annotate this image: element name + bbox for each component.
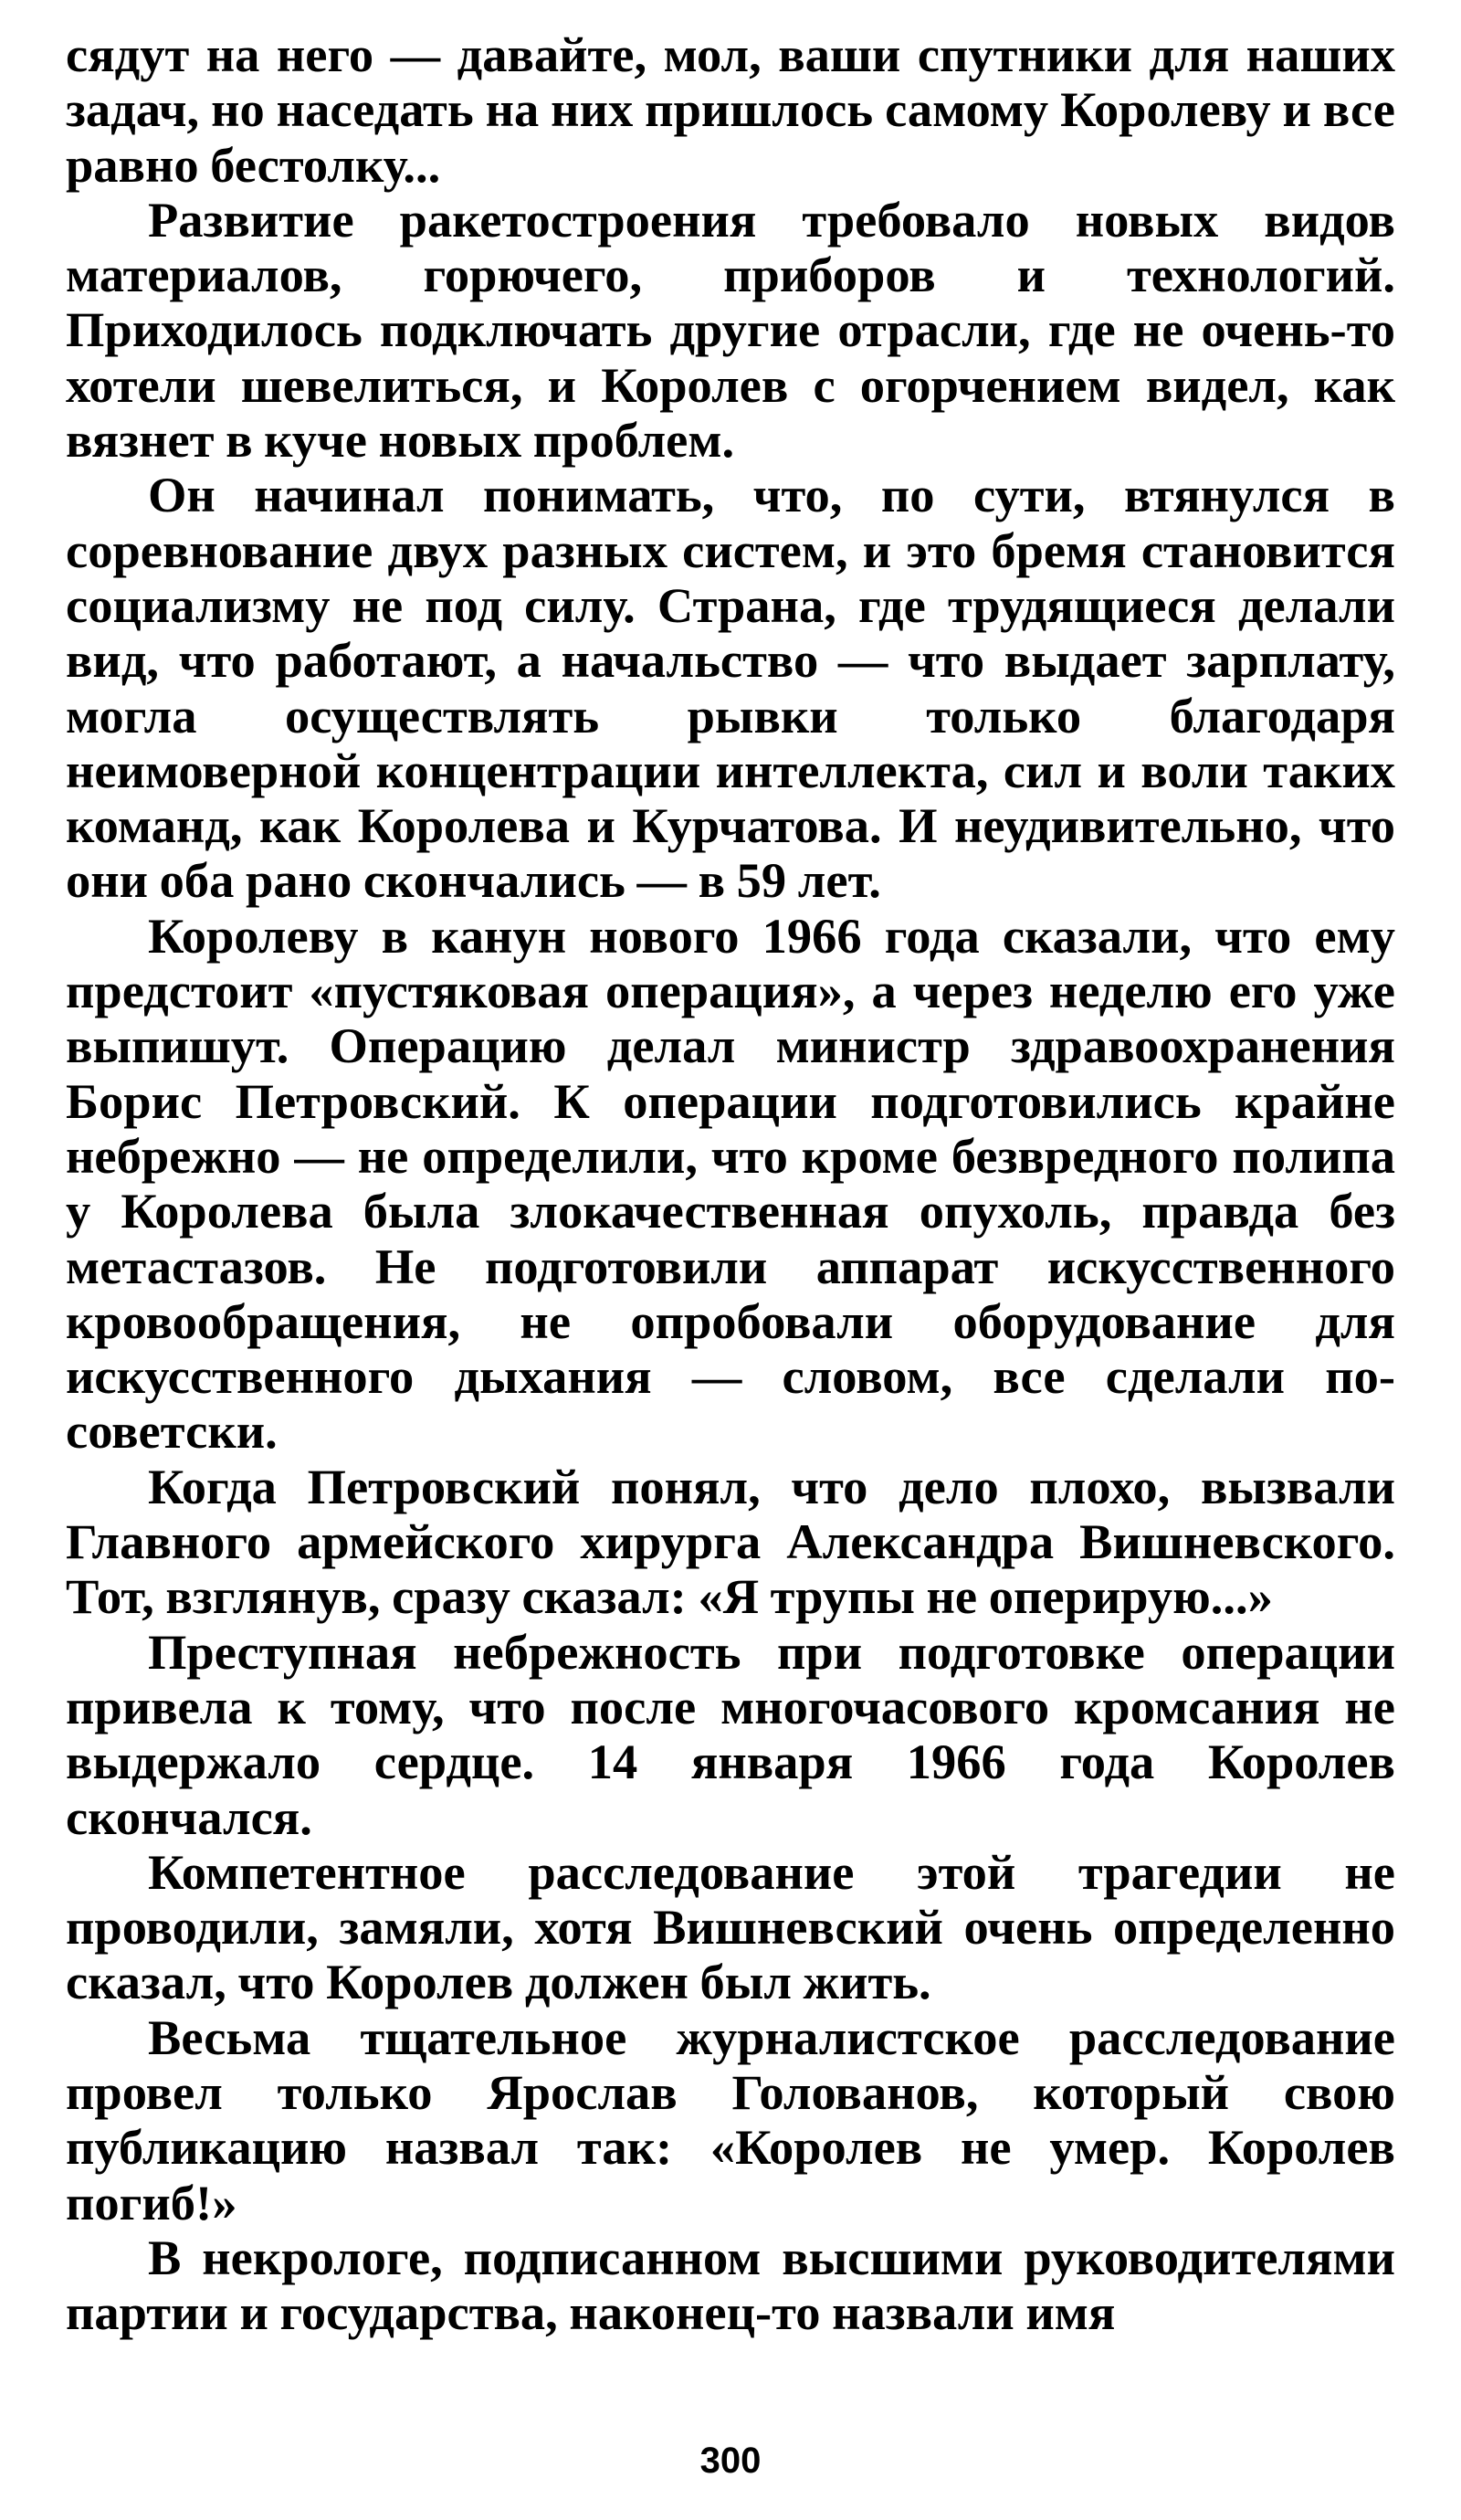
paragraph: Развитие ракетостроения требовало новых видов материалов, горючего, приборов и технологий. Приходилось подключать другие отрасли, где не очень-то хотели шевелиться, и Королев с огорчением видел, как вязнет в куче новых проблем. (66, 191, 1395, 469)
page-number: 300 (699, 2441, 762, 2481)
paragraph: Он начинал понимать, что, по сути, втянулся в соревнование двух разных систем, и это бремя становится социализму не под силу. Страна, где трудящиеся делали вид, что работают, а начальство — что выдает зарплату, могла осуществлять рывки только благодаря неимоверной концентрации интеллекта, сил и воли таких команд, как Королева и Курчатова. И неудивительно, что они оба рано скончались — в 59 лет. (66, 467, 1395, 909)
paragraph: В некрологе, подписанном высшими руководителями партии и государства, наконец-то назвали имя (66, 2229, 1395, 2341)
paragraph: Когда Петровский понял, что дело плохо, вызвали Главного армейского хирурга Александра Вишневского. Тот, взглянув, сразу сказал: «Я трупы не оперирую...» (66, 1458, 1395, 1625)
paragraph: Компетентное расследование этой трагедии не проводили, замяли, хотя Вишневский очень определенно сказал, что Королев должен был жить. (66, 1843, 1395, 2010)
body-text (66, 27, 1395, 2340)
paragraph: Королеву в канун нового 1966 года сказали, что ему предстоит «пустяковая операция», а через неделю его уже выпишут. Операцию делал министр здравоохранения Борис Петровский. К операции подготовились крайне небрежно — не определили, что кроме безвредного полипа у Королева была злокачественная опухоль, правда без метастазов. Не подготовили аппарат искусственного кровообращения, не опробовали оборудование для искусственного дыхания — словом, все сделали по-советски. (66, 907, 1395, 1460)
paragraph: Преступная небрежность при подготовке операции привела к тому, что после многочасового кромсания не выдержало сердце. 14 января 1966 года Королев скончался. (66, 1623, 1395, 1845)
paragraph-continued: сядут на него — давайте, мол, ваши спутники для наших задач, но наседать на них пришлось самому Королеву и все равно бестолку... (66, 26, 1395, 193)
paragraph: Весьма тщательное журналистское расследование провел только Ярослав Голованов, который свою публикацию назвал так: «Королев не умер. Королев погиб!» (66, 2009, 1395, 2230)
book-page (66, 27, 1395, 2520)
